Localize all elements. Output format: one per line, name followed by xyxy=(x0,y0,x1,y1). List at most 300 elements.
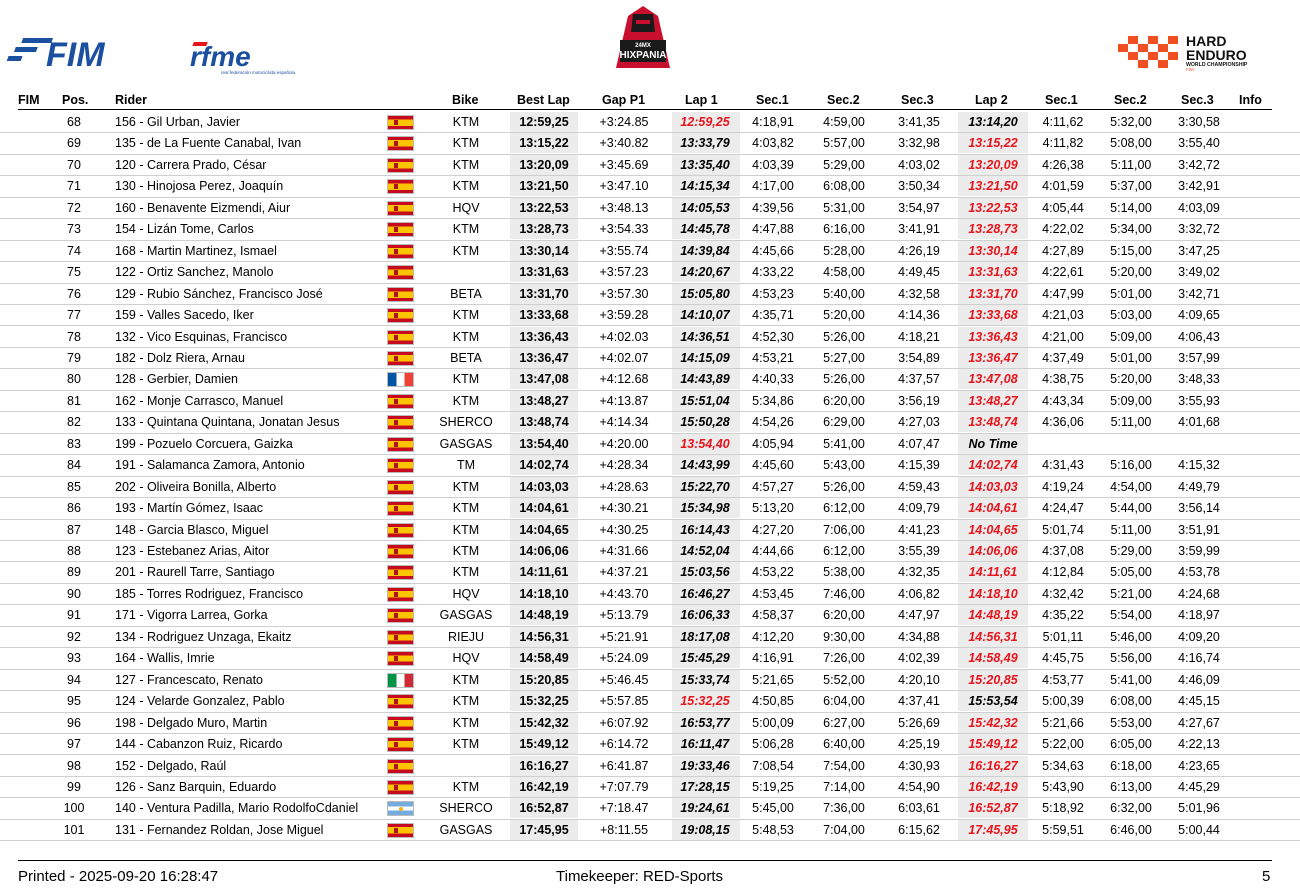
lap1-sec3: 3:56,19 xyxy=(898,393,940,408)
flag-es-icon xyxy=(387,265,414,280)
lap1-sec2: 4:58,00 xyxy=(823,265,865,280)
gap-p1: +3:24.85 xyxy=(599,115,649,129)
lap2-time: 16:16,27 xyxy=(968,758,1018,773)
hard-enduro-logo xyxy=(1118,32,1290,72)
best-lap: 15:42,32 xyxy=(519,715,569,730)
column-headers xyxy=(0,92,1300,109)
lap1-time: 14:10,07 xyxy=(680,308,730,323)
lap2-sec1: 4:31,43 xyxy=(1042,458,1084,473)
table-row xyxy=(0,133,1300,154)
col-fim: FIM xyxy=(18,93,40,107)
lap2-sec3: 4:45,15 xyxy=(1178,694,1220,709)
flag-es-icon xyxy=(387,179,414,194)
lap1-sec2: 6:20,00 xyxy=(823,393,865,408)
country-flag-icon xyxy=(387,201,414,216)
lap1-sec1: 4:05,94 xyxy=(752,436,794,451)
rider-name: 191 - Salamanca Zamora, Antonio xyxy=(115,458,305,473)
lap2-sec2: 5:11,00 xyxy=(1110,157,1152,172)
table-row xyxy=(0,305,1300,326)
position: 79 xyxy=(67,350,81,365)
lap2-time: 14:03,03 xyxy=(968,479,1018,494)
table-row xyxy=(0,155,1300,176)
lap1-sec3: 5:26,69 xyxy=(898,715,940,730)
fim-logo xyxy=(16,30,114,74)
table-row xyxy=(0,391,1300,412)
flag-es-icon xyxy=(387,480,414,495)
table-row xyxy=(0,756,1300,777)
lap2-sec2: 5:08,00 xyxy=(1110,136,1152,151)
page-header xyxy=(0,0,1300,92)
position: 101 xyxy=(63,822,85,837)
best-lap: 13:48,74 xyxy=(519,415,569,430)
lap2-sec2: 5:44,00 xyxy=(1110,501,1152,516)
lap2-sec1: 4:43,34 xyxy=(1042,393,1084,408)
lap1-sec3: 4:02,39 xyxy=(898,651,940,666)
position: 91 xyxy=(67,608,81,623)
lap2-sec3: 3:42,91 xyxy=(1178,179,1220,194)
lap2-sec3: 4:18,97 xyxy=(1178,608,1220,623)
lap2-time: 13:14,20 xyxy=(968,115,1018,129)
flag-es-icon xyxy=(387,716,414,731)
table-row xyxy=(0,455,1300,476)
lap2-sec3: 4:01,68 xyxy=(1178,415,1220,430)
gap-p1: +4:37.21 xyxy=(599,565,649,580)
col-rider: Rider xyxy=(115,93,147,107)
lap1-time: 14:43,99 xyxy=(680,458,730,473)
lap1-sec2: 7:26,00 xyxy=(823,651,865,666)
lap1-sec3: 4:27,03 xyxy=(898,415,940,430)
bike-brand: KTM xyxy=(452,393,480,408)
lap1-sec3: 3:54,89 xyxy=(898,350,940,365)
table-row xyxy=(0,820,1300,841)
best-lap: 14:18,10 xyxy=(519,586,569,601)
bike-brand: HQV xyxy=(452,651,480,666)
lap1-sec2: 5:40,00 xyxy=(823,286,865,301)
gap-p1: +4:28.63 xyxy=(599,479,649,494)
svg-text:HIXPANIA: HIXPANIA xyxy=(619,50,667,61)
lap1-sec1: 4:27,20 xyxy=(752,522,794,537)
gap-p1: +3:45.69 xyxy=(599,157,649,172)
lap2-sec1: 4:24,47 xyxy=(1042,501,1084,516)
lap2-sec3: 4:46,09 xyxy=(1178,672,1220,687)
country-flag-icon xyxy=(387,716,414,731)
lap2-sec3: 3:56,14 xyxy=(1178,501,1220,516)
country-flag-icon xyxy=(387,351,414,366)
position: 70 xyxy=(67,157,81,172)
lap1-sec1: 4:53,45 xyxy=(752,586,794,601)
lap2-sec1: 4:12,84 xyxy=(1042,565,1084,580)
position: 82 xyxy=(67,415,81,430)
bike-brand: KTM xyxy=(452,136,480,151)
svg-text:FIM: FIM xyxy=(46,36,105,74)
lap2-time: 13:31,63 xyxy=(968,265,1018,280)
position: 74 xyxy=(67,243,81,258)
lap1-sec3: 6:15,62 xyxy=(898,822,940,837)
position: 80 xyxy=(67,372,81,387)
flag-it-icon xyxy=(387,673,414,688)
table-row xyxy=(0,584,1300,605)
bike-brand: SHERCO xyxy=(439,801,493,816)
lap1-time: 14:45,78 xyxy=(680,222,730,237)
lap2-sec2: 6:18,00 xyxy=(1110,758,1152,773)
bike-brand: KTM xyxy=(452,115,480,129)
lap2-time: 14:02,74 xyxy=(968,458,1018,473)
lap1-time: 17:28,15 xyxy=(680,779,730,794)
lap1-sec3: 4:37,41 xyxy=(898,694,940,709)
country-flag-icon xyxy=(387,308,414,323)
best-lap: 17:45,95 xyxy=(519,822,569,837)
bike-brand: TM xyxy=(456,458,476,473)
lap2-sec2: 5:09,00 xyxy=(1110,393,1152,408)
lap1-time: 15:34,98 xyxy=(680,501,730,516)
flag-es-icon xyxy=(387,394,414,409)
gap-p1: +7:07.79 xyxy=(599,779,649,794)
lap2-sec2: 5:46,00 xyxy=(1110,629,1152,644)
lap1-sec2: 5:31,00 xyxy=(823,200,865,215)
country-flag-icon xyxy=(387,501,414,516)
best-lap: 13:22,53 xyxy=(519,200,569,215)
lap1-sec1: 4:16,91 xyxy=(752,651,794,666)
lap1-time: 15:33,74 xyxy=(680,672,730,687)
bike-brand: HQV xyxy=(452,586,480,601)
lap1-sec1: 7:08,54 xyxy=(752,758,794,773)
lap1-sec1: 5:00,09 xyxy=(752,715,794,730)
page-number: 5 xyxy=(1262,868,1271,885)
col-lap1: Lap 1 xyxy=(685,93,718,107)
lap2-time: 14:18,10 xyxy=(968,586,1018,601)
lap1-time: 15:32,25 xyxy=(680,694,730,709)
flag-es-icon xyxy=(387,351,414,366)
lap2-sec2: 5:03,00 xyxy=(1110,308,1152,323)
gap-p1: +4:12.68 xyxy=(599,372,649,387)
country-flag-icon xyxy=(387,222,414,237)
lap2-time: 17:45,95 xyxy=(968,822,1018,837)
best-lap: 14:06,06 xyxy=(519,544,569,558)
lap2-sec3: 4:06,43 xyxy=(1178,329,1220,344)
country-flag-icon xyxy=(387,480,414,495)
lap2-sec1: 4:36,06 xyxy=(1042,415,1084,430)
lap2-sec2: 5:01,00 xyxy=(1110,286,1152,301)
country-flag-icon xyxy=(387,115,414,130)
gap-p1: +4:02.03 xyxy=(599,329,649,344)
lap2-sec1: 4:11,62 xyxy=(1042,115,1084,129)
lap1-time: 14:20,67 xyxy=(680,265,730,280)
svg-text:WORLD CHAMPIONSHIP: WORLD CHAMPIONSHIP xyxy=(1186,62,1248,68)
flag-es-icon xyxy=(387,501,414,516)
col-lap2-sec2: Sec.2 xyxy=(1114,93,1147,107)
flag-es-icon xyxy=(387,330,414,345)
lap2-sec2: 4:54,00 xyxy=(1110,479,1152,494)
rider-name: 193 - Martín Gómez, Isaac xyxy=(115,501,263,516)
country-flag-icon xyxy=(387,737,414,752)
lap1-time: 16:06,33 xyxy=(680,608,730,623)
flag-es-icon xyxy=(387,136,414,151)
bike-brand: KTM xyxy=(452,479,480,494)
lap2-time: 16:42,19 xyxy=(968,779,1018,794)
bike-brand: BETA xyxy=(450,350,482,365)
lap2-sec1: 4:11,82 xyxy=(1042,136,1084,151)
svg-text:FIM: FIM xyxy=(1186,67,1194,72)
bike-brand: BETA xyxy=(450,286,482,301)
lap2-sec2: 6:05,00 xyxy=(1110,737,1152,752)
position: 90 xyxy=(67,586,81,601)
col-info: Info xyxy=(1239,93,1262,107)
lap1-time: 13:54,40 xyxy=(680,436,730,451)
country-flag-icon xyxy=(387,544,414,559)
table-row xyxy=(0,327,1300,348)
lap1-sec2: 5:26,00 xyxy=(823,479,865,494)
lap2-sec3: 4:15,32 xyxy=(1178,458,1220,473)
lap1-sec2: 9:30,00 xyxy=(823,629,865,644)
lap1-sec2: 5:57,00 xyxy=(823,136,865,151)
bike-brand: GASGAS xyxy=(439,436,493,451)
best-lap: 13:36,43 xyxy=(519,329,569,344)
lap2-sec3: 4:27,67 xyxy=(1178,715,1220,730)
table-row xyxy=(0,434,1300,455)
gap-p1: +4:02.07 xyxy=(599,350,649,365)
lap2-sec1: 4:27,89 xyxy=(1042,243,1084,258)
lap1-sec2: 5:38,00 xyxy=(823,565,865,580)
flag-fr-icon xyxy=(387,372,414,387)
rider-name: 123 - Estebanez Arias, Aitor xyxy=(115,544,270,558)
lap1-sec3: 3:32,98 xyxy=(898,136,940,151)
position: 81 xyxy=(67,393,81,408)
lap2-time: 13:28,73 xyxy=(968,222,1018,237)
best-lap: 16:16,27 xyxy=(519,758,569,773)
flag-es-icon xyxy=(387,608,414,623)
lap1-sec3: 4:18,21 xyxy=(898,329,940,344)
lap1-sec2: 5:28,00 xyxy=(823,243,865,258)
rider-name: 171 - Vigorra Larrea, Gorka xyxy=(115,608,268,623)
lap2-sec3: 4:03,09 xyxy=(1178,200,1220,215)
lap2-sec2: 5:56,00 xyxy=(1110,651,1152,666)
flag-es-icon xyxy=(387,737,414,752)
lap2-time: 13:33,68 xyxy=(968,308,1018,323)
best-lap: 16:52,87 xyxy=(519,801,569,816)
gap-p1: +5:21.91 xyxy=(599,629,649,644)
lap2-sec3: 4:45,29 xyxy=(1178,779,1220,794)
country-flag-icon xyxy=(387,801,414,816)
lap2-sec1: 4:37,08 xyxy=(1042,544,1084,558)
flag-es-icon xyxy=(387,544,414,559)
lap1-sec3: 3:55,39 xyxy=(898,544,940,558)
col-lap2: Lap 2 xyxy=(975,93,1008,107)
lap1-sec1: 4:35,71 xyxy=(752,308,794,323)
rider-name: 127 - Francescato, Renato xyxy=(115,672,263,687)
lap2-sec1: 4:47,99 xyxy=(1042,286,1084,301)
country-flag-icon xyxy=(387,437,414,452)
country-flag-icon xyxy=(387,330,414,345)
gap-p1: +4:14.34 xyxy=(599,415,649,430)
position: 98 xyxy=(67,758,81,773)
lap1-time: 14:43,89 xyxy=(680,372,730,387)
lap2-sec1: 5:21,66 xyxy=(1042,715,1084,730)
lap1-sec3: 4:07,47 xyxy=(898,436,940,451)
position: 85 xyxy=(67,479,81,494)
lap1-sec3: 3:50,34 xyxy=(898,179,940,194)
gap-p1: +4:30.25 xyxy=(599,522,649,537)
country-flag-icon xyxy=(387,608,414,623)
lap1-sec2: 6:29,00 xyxy=(823,415,865,430)
lap2-time: 13:30,14 xyxy=(968,243,1018,258)
rider-name: 126 - Sanz Barquin, Eduardo xyxy=(115,779,277,794)
gap-p1: +3:55.74 xyxy=(599,243,649,258)
lap1-time: 19:08,15 xyxy=(680,822,730,837)
lap1-sec1: 5:34,86 xyxy=(752,393,794,408)
lap2-sec3: 4:49,79 xyxy=(1178,479,1220,494)
table-row xyxy=(0,627,1300,648)
country-flag-icon xyxy=(387,565,414,580)
table-row xyxy=(0,348,1300,369)
lap2-sec2: 5:21,00 xyxy=(1110,586,1152,601)
gap-p1: +4:13.87 xyxy=(599,393,649,408)
rider-name: 144 - Cabanzon Ruiz, Ricardo xyxy=(115,737,283,752)
lap1-sec2: 7:36,00 xyxy=(823,801,865,816)
table-row xyxy=(0,777,1300,798)
lap2-sec3: 3:55,40 xyxy=(1178,136,1220,151)
lap2-time: 13:22,53 xyxy=(968,200,1018,215)
gap-p1: +5:13.79 xyxy=(599,608,649,623)
lap2-time: 13:20,09 xyxy=(968,157,1018,172)
lap1-sec1: 4:03,82 xyxy=(752,136,794,151)
best-lap: 14:11,61 xyxy=(519,565,569,580)
position: 72 xyxy=(67,200,81,215)
col-lap1-sec3: Sec.3 xyxy=(901,93,934,107)
col-bike: Bike xyxy=(452,93,479,107)
lap2-sec1: 5:01,11 xyxy=(1042,629,1084,644)
lap1-sec3: 4:15,39 xyxy=(898,458,940,473)
best-lap: 14:02,74 xyxy=(519,458,569,473)
lap2-sec2: 6:13,00 xyxy=(1110,779,1152,794)
lap1-sec2: 5:26,00 xyxy=(823,372,865,387)
bike-brand: KTM xyxy=(452,779,480,794)
rider-name: 130 - Hinojosa Perez, Joaquín xyxy=(115,179,284,194)
lap2-sec1: 4:26,38 xyxy=(1042,157,1084,172)
table-row xyxy=(0,498,1300,519)
lap2-sec2: 5:29,00 xyxy=(1110,544,1152,558)
table-row xyxy=(0,520,1300,541)
lap1-time: 19:33,46 xyxy=(680,758,730,773)
lap2-sec3: 4:09,65 xyxy=(1178,308,1220,323)
lap2-time: 13:36,43 xyxy=(968,329,1018,344)
flag-es-icon xyxy=(387,222,414,237)
lap1-sec1: 4:50,85 xyxy=(752,694,794,709)
table-row xyxy=(0,284,1300,305)
lap2-sec3: 3:42,71 xyxy=(1178,286,1220,301)
lap1-sec3: 4:32,35 xyxy=(898,565,940,580)
lap1-sec1: 4:40,33 xyxy=(752,372,794,387)
lap2-sec3: 3:32,72 xyxy=(1178,222,1220,237)
lap2-sec3: 3:57,99 xyxy=(1178,350,1220,365)
lap2-sec2: 5:20,00 xyxy=(1110,265,1152,280)
lap1-time: 14:36,51 xyxy=(680,329,730,344)
lap1-sec1: 4:12,20 xyxy=(752,629,794,644)
table-row xyxy=(0,241,1300,262)
position: 75 xyxy=(67,265,81,280)
best-lap: 13:28,73 xyxy=(519,222,569,237)
rider-name: 135 - de La Fuente Canabal, Ivan xyxy=(115,136,302,151)
lap2-sec2: 5:11,00 xyxy=(1110,522,1152,537)
lap1-sec2: 5:41,00 xyxy=(823,436,865,451)
lap1-sec3: 4:25,19 xyxy=(898,737,940,752)
position: 100 xyxy=(63,801,85,816)
lap1-sec1: 4:33,22 xyxy=(752,265,794,280)
rider-name: 164 - Wallis, Imrie xyxy=(115,651,215,666)
lap1-sec2: 6:40,00 xyxy=(823,737,865,752)
gap-p1: +3:54.33 xyxy=(599,222,649,237)
lap1-sec1: 5:13,20 xyxy=(752,501,794,516)
country-flag-icon xyxy=(387,694,414,709)
position: 94 xyxy=(67,672,81,687)
rider-name: 133 - Quintana Quintana, Jonatan Jesus xyxy=(115,415,340,430)
lap1-sec1: 4:54,26 xyxy=(752,415,794,430)
table-row xyxy=(0,369,1300,390)
position: 83 xyxy=(67,436,81,451)
rider-name: 120 - Carrera Prado, César xyxy=(115,157,267,172)
lap2-sec1: 5:43,90 xyxy=(1042,779,1084,794)
lap1-time: 15:50,28 xyxy=(680,415,730,430)
best-lap: 13:15,22 xyxy=(519,136,569,151)
bike-brand: RIEJU xyxy=(447,629,485,644)
lap1-sec1: 5:21,65 xyxy=(752,672,794,687)
bike-brand: KTM xyxy=(452,501,480,516)
rider-name: 128 - Gerbier, Damien xyxy=(115,372,238,387)
lap1-sec3: 4:14,36 xyxy=(898,308,940,323)
lap2-sec1: 5:01,74 xyxy=(1042,522,1084,537)
gap-p1: +3:57.30 xyxy=(599,286,649,301)
lap2-sec2: 5:34,00 xyxy=(1110,222,1152,237)
best-lap: 13:47,08 xyxy=(519,372,569,387)
lap1-time: 14:15,34 xyxy=(680,179,730,194)
lap1-sec1: 4:52,30 xyxy=(752,329,794,344)
page-footer xyxy=(0,860,1300,890)
lap2-sec2: 5:11,00 xyxy=(1110,415,1152,430)
lap1-sec1: 4:53,22 xyxy=(752,565,794,580)
lap1-time: 13:33,79 xyxy=(680,136,730,151)
country-flag-icon xyxy=(387,372,414,387)
lap1-time: 14:52,04 xyxy=(680,544,730,558)
position: 68 xyxy=(67,115,81,129)
best-lap: 14:48,19 xyxy=(519,608,569,623)
lap2-sec3: 3:59,99 xyxy=(1178,544,1220,558)
lap2-sec2: 6:46,00 xyxy=(1110,822,1152,837)
country-flag-icon xyxy=(387,587,414,602)
rider-name: 199 - Pozuelo Corcuera, Gaizka xyxy=(115,436,293,451)
lap1-sec3: 4:41,23 xyxy=(898,522,940,537)
gap-p1: +3:57.23 xyxy=(599,265,649,280)
lap2-sec1: 4:19,24 xyxy=(1042,479,1084,494)
lap1-sec2: 7:54,00 xyxy=(823,758,865,773)
flag-es-icon xyxy=(387,694,414,709)
lap2-time: 14:06,06 xyxy=(968,544,1018,558)
lap2-time: 15:53,54 xyxy=(968,694,1018,709)
lap2-sec2: 5:32,00 xyxy=(1110,115,1152,129)
flag-es-icon xyxy=(387,523,414,538)
lap1-time: 15:03,56 xyxy=(680,565,730,580)
gap-p1: +4:43.70 xyxy=(599,586,649,601)
svg-text:24MX: 24MX xyxy=(635,43,651,49)
lap1-sec1: 4:53,23 xyxy=(752,286,794,301)
position: 93 xyxy=(67,651,81,666)
lap1-time: 14:39,84 xyxy=(680,243,730,258)
lap2-time: 14:56,31 xyxy=(968,629,1018,644)
rider-name: 132 - Vico Esquinas, Francisco xyxy=(115,329,288,344)
svg-text:HARD: HARD xyxy=(1186,33,1227,49)
svg-text:rfme: rfme xyxy=(190,41,251,72)
lap2-time: 13:47,08 xyxy=(968,372,1018,387)
lap2-time: 14:48,19 xyxy=(968,608,1018,623)
table-row xyxy=(0,734,1300,755)
